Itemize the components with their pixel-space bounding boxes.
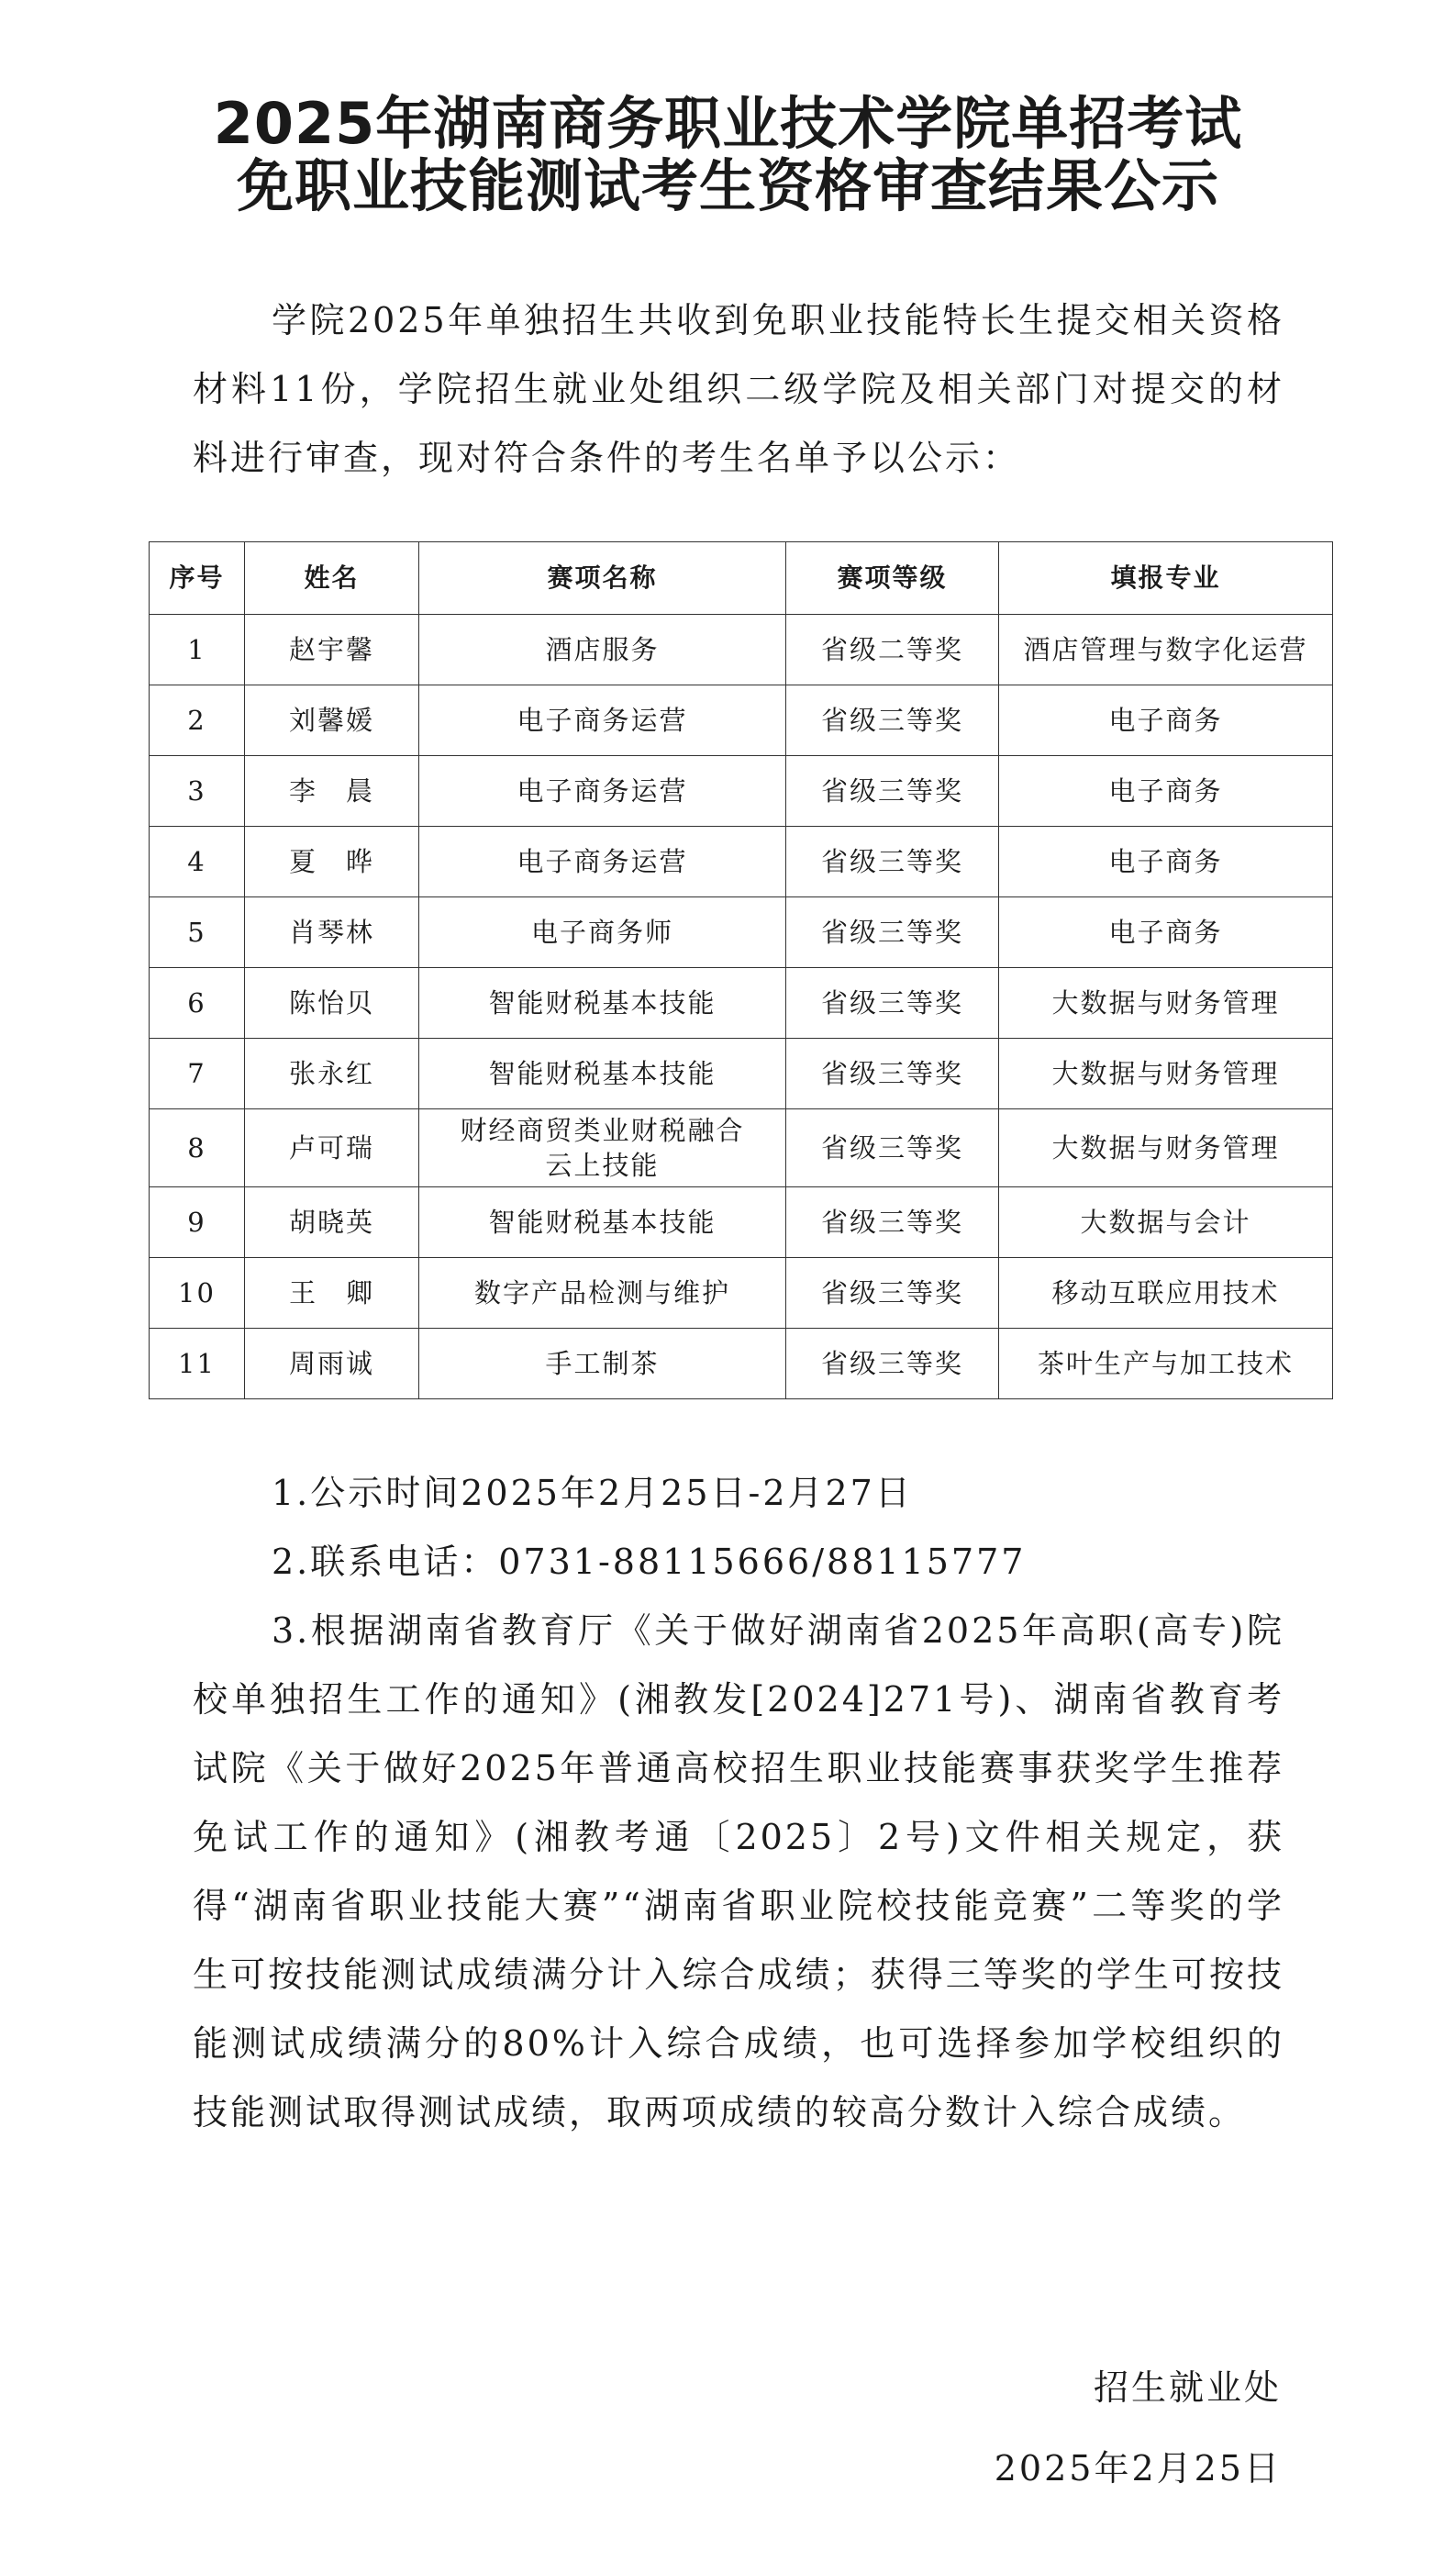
table-row xyxy=(150,1109,1333,1187)
cell-index: 7 xyxy=(150,1039,245,1109)
cell-index: 5 xyxy=(150,897,245,968)
cell-event: 智能财税基本技能 xyxy=(419,968,786,1039)
cell-major: 大数据与财务管理 xyxy=(999,1109,1333,1187)
cell-major: 酒店管理与数字化运营 xyxy=(999,615,1333,685)
table-row xyxy=(150,1329,1333,1399)
header-event: 赛项名称 xyxy=(419,542,786,615)
cell-index: 6 xyxy=(150,968,245,1039)
header-index: 序号 xyxy=(150,542,245,615)
cell-name: 肖琴林 xyxy=(245,897,419,968)
table-row xyxy=(150,968,1333,1039)
cell-index: 2 xyxy=(150,685,245,756)
cell-event: 财经商贸类业财税融合云上技能 xyxy=(419,1109,786,1187)
cell-name: 周雨诚 xyxy=(245,1329,419,1399)
cell-name: 赵宇馨 xyxy=(245,615,419,685)
cell-major: 电子商务 xyxy=(999,897,1333,968)
cell-index: 4 xyxy=(150,827,245,897)
table-row xyxy=(150,827,1333,897)
document-title-line-2: 免职业技能测试考生资格审查结果公示 xyxy=(236,152,1219,219)
table-row xyxy=(150,615,1333,685)
cell-level: 省级三等奖 xyxy=(786,968,999,1039)
cell-event: 智能财税基本技能 xyxy=(419,1187,786,1258)
note-publicity-period: 1.公示时间2025年2月25日-2月27日 xyxy=(272,1473,913,1513)
cell-major: 电子商务 xyxy=(999,756,1333,827)
note-contact-phone: 2.联系电话：0731-88115666/88115777 xyxy=(272,1542,1027,1582)
cell-index: 9 xyxy=(150,1187,245,1258)
cell-level: 省级三等奖 xyxy=(786,1039,999,1109)
cell-name: 陈怡贝 xyxy=(245,968,419,1039)
table-row xyxy=(150,1187,1333,1258)
cell-name: 王 卿 xyxy=(245,1258,419,1329)
header-level: 赛项等级 xyxy=(786,542,999,615)
cell-name: 胡晓英 xyxy=(245,1187,419,1258)
cell-event: 电子商务运营 xyxy=(419,827,786,897)
cell-level: 省级三等奖 xyxy=(786,1109,999,1187)
signature-department: 招生就业处 xyxy=(1093,2367,1282,2408)
cell-name: 夏 晔 xyxy=(245,827,419,897)
cell-major: 大数据与财务管理 xyxy=(999,968,1333,1039)
table-row xyxy=(150,756,1333,827)
cell-event: 电子商务运营 xyxy=(419,756,786,827)
cell-major: 移动互联应用技术 xyxy=(999,1258,1333,1329)
cell-index: 11 xyxy=(150,1329,245,1399)
cell-level: 省级三等奖 xyxy=(786,1187,999,1258)
cell-event: 电子商务师 xyxy=(419,897,786,968)
cell-event: 酒店服务 xyxy=(419,615,786,685)
table-row xyxy=(150,685,1333,756)
table-row xyxy=(150,1258,1333,1329)
table-row xyxy=(150,1039,1333,1109)
table-row xyxy=(150,897,1333,968)
header-major: 填报专业 xyxy=(999,542,1333,615)
note-policy-basis: 3.根据湖南省教育厅《关于做好湖南省2025年高职(高专)院校单独招生工作的通知》(湘教发[2024]271号)、湖南省教育考试院《关于做好2025年普通高校招生职业技能赛事获奖学生推荐免试工作的通知》(湘教考通〔2025〕2号)文件相关规定，获得“湖南省职业技能大赛”“湖南省职业院校技能竞赛”二等奖的学生可按技能测试成绩满分计入综合成绩；获得三等奖的学生可按技能测试成绩满分的80%计入综合成绩，也可选择参加学校组织的技能测试取得测试成绩，取两项成绩的较高分数计入综合成绩。 xyxy=(193,1610,1284,2132)
cell-name: 卢可瑞 xyxy=(245,1109,419,1187)
cell-index: 1 xyxy=(150,615,245,685)
cell-name: 李 晨 xyxy=(245,756,419,827)
cell-major: 茶叶生产与加工技术 xyxy=(999,1329,1333,1399)
cell-event: 手工制茶 xyxy=(419,1329,786,1399)
results-table xyxy=(149,541,1333,1399)
table-header-row xyxy=(150,542,1333,615)
cell-major: 电子商务 xyxy=(999,827,1333,897)
cell-level: 省级三等奖 xyxy=(786,897,999,968)
cell-index: 8 xyxy=(150,1109,245,1187)
cell-event: 电子商务运营 xyxy=(419,685,786,756)
cell-major: 大数据与会计 xyxy=(999,1187,1333,1258)
cell-level: 省级三等奖 xyxy=(786,827,999,897)
cell-level: 省级三等奖 xyxy=(786,756,999,827)
cell-level: 省级三等奖 xyxy=(786,1258,999,1329)
cell-name: 张永红 xyxy=(245,1039,419,1109)
cell-major: 电子商务 xyxy=(999,685,1333,756)
cell-level: 省级三等奖 xyxy=(786,685,999,756)
cell-major: 大数据与财务管理 xyxy=(999,1039,1333,1109)
cell-event: 数字产品检测与维护 xyxy=(419,1258,786,1329)
intro-paragraph: 学院2025年单独招生共收到免职业技能特长生提交相关资格材料11份，学院招生就业处组织二级学院及相关部门对提交的材料进行审查，现对符合条件的考生名单予以公示： xyxy=(193,300,1284,478)
document-title-line-1: 2025年湖南商务职业技术学院单招考试 xyxy=(213,90,1243,157)
cell-level: 省级二等奖 xyxy=(786,615,999,685)
header-name: 姓名 xyxy=(245,542,419,615)
cell-index: 3 xyxy=(150,756,245,827)
cell-event: 智能财税基本技能 xyxy=(419,1039,786,1109)
cell-level: 省级三等奖 xyxy=(786,1329,999,1399)
cell-name: 刘馨媛 xyxy=(245,685,419,756)
cell-index: 10 xyxy=(150,1258,245,1329)
signature-date: 2025年2月25日 xyxy=(994,2448,1282,2489)
